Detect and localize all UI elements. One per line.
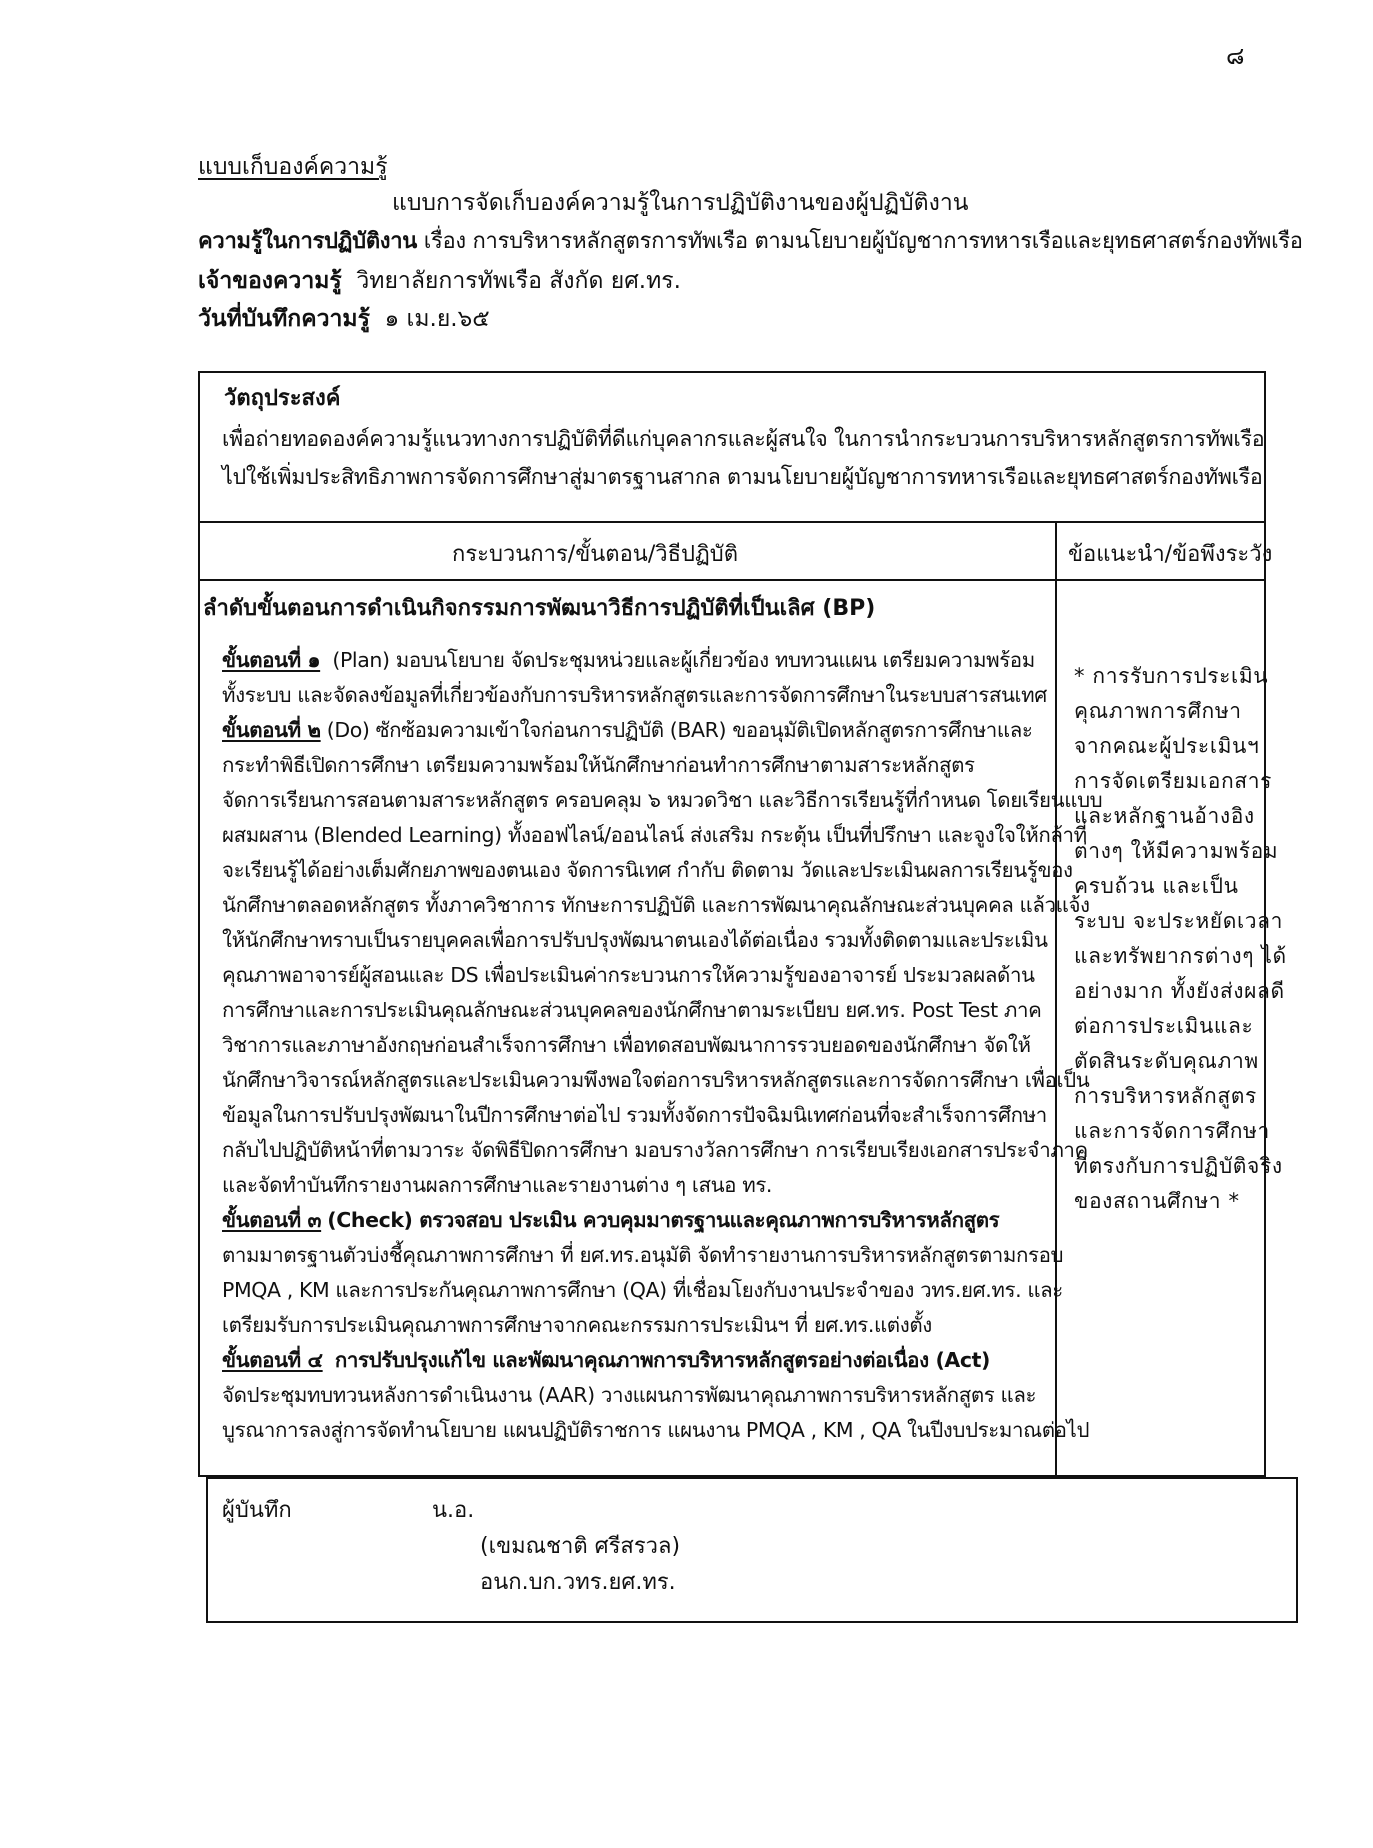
- step-3-label: ขั้นตอนที่ ๓: [222, 1208, 322, 1232]
- advice-line: ที่ตรงกับการปฏิบัติจริง: [1074, 1154, 1283, 1178]
- advice-line: ต่างๆ ให้มีความพร้อม: [1074, 839, 1279, 863]
- step-2-line: ผสมผสาน (Blended Learning) ทั้งออฟไลน์/ออนไลน์ ส่งเสริม กระตุ้น เป็นที่ปรึกษา และจูงใจให้กล้าที่: [222, 823, 1087, 847]
- page-number: ๘: [1226, 42, 1245, 70]
- step-2-head: (Do) ซักซ้อมความเข้าใจก่อนการปฏิบัติ (BAR) ขออนุมัติเปิดหลักสูตรการศึกษาและ: [326, 718, 1033, 742]
- knowledge-owner-line: [198, 264, 681, 298]
- column-header-process: กระบวนการ/ขั้นตอน/วิธีปฏิบัติ: [452, 542, 739, 567]
- objective-line: ไปใช้เพิ่มประสิทธิภาพการจัดการศึกษาสู่มาตรฐานสากล ตามนโยบายผู้บัญชาการทหารเรือและยุทธศาสตร์กองทัพเรือ: [222, 465, 1263, 490]
- step-2-line: วิชาการและภาษาอังกฤษก่อนสำเร็จการศึกษา เพื่อทดสอบพัฒนาการรวบยอดของนักศึกษา จัดให้: [222, 1033, 1031, 1057]
- step-2-line: กระทำพิธีเปิดการศึกษา เตรียมความพร้อมให้นักศึกษาก่อนทำการศึกษาตามสาระหลักสูตร: [222, 753, 975, 777]
- advice-line: * การรับการประเมิน: [1074, 664, 1269, 688]
- step-3-line: PMQA , KM และการประกันคุณภาพการศึกษา (QA) ที่เชื่อมโยงกับงานประจำของ วทร.ยศ.ทร. และ: [222, 1278, 1063, 1302]
- topic-label: ความรู้ในการปฏิบัติงาน: [198, 229, 418, 254]
- objective-title: วัตถุประสงค์: [224, 386, 341, 411]
- step-4-line: จัดประชุมทบทวนหลังการดำเนินงาน (AAR) วางแผนการพัฒนาคุณภาพการบริหารหลักสูตร และ: [222, 1383, 1037, 1407]
- step-4-line: บูรณาการลงสู่การจัดทำนโยบาย แผนปฏิบัติราชการ แผนงาน PMQA , KM , QA ในปีงบประมาณต่อไป: [222, 1418, 1090, 1442]
- header-divider: [198, 579, 1266, 581]
- advice-line: อย่างมาก ทั้งยังส่งผลดี: [1074, 979, 1285, 1003]
- advice-line: ระบบ จะประหยัดเวลา: [1074, 909, 1283, 933]
- advice-line: ตัดสินระดับคุณภาพ: [1074, 1049, 1259, 1073]
- knowledge-topic-line: [198, 225, 1303, 259]
- step-2-line: กลับไปปฏิบัติหน้าที่ตามวาระ จัดพิธีปิดการศึกษา มอบรางวัลการศึกษา การเรียบเรียงเอกสารประจำภาค: [222, 1138, 1088, 1162]
- advice-line: ของสถานศึกษา *: [1074, 1189, 1240, 1213]
- step-4-label: ขั้นตอนที่ ๔: [222, 1348, 323, 1372]
- step-2-line: การศึกษาและการประเมินคุณลักษณะส่วนบุคคลของนักศึกษาตามระเบียบ ยศ.ทร. Post Test ภาค: [222, 998, 1042, 1022]
- recorder-position: อนก.บก.วทร.ยศ.ทร.: [480, 1570, 676, 1595]
- date-label: วันที่บันทึกความรู้: [198, 306, 370, 332]
- recorder-label: ผู้บันทึก: [222, 1498, 292, 1523]
- step-2-label: ขั้นตอนที่ ๒: [222, 718, 321, 742]
- step-4-head: การปรับปรุงแก้ไข และพัฒนาคุณภาพการบริหารหลักสูตรอย่างต่อเนื่อง (Act): [334, 1348, 990, 1372]
- column-divider: [1055, 521, 1057, 1477]
- step-1-line: ทั้งระบบ และจัดลงข้อมูลที่เกี่ยวข้องกับการบริหารหลักสูตรและการจัดการศึกษาในระบบสารสนเทศ: [222, 683, 1047, 707]
- date-value: ๑ เม.ย.๖๕: [384, 306, 490, 332]
- step-3-line: ตามมาตรฐานตัวบ่งชี้คุณภาพการศึกษา ที่ ยศ.ทร.อนุมัติ จัดทำรายงานการบริหารหลักสูตรตามกรอบ: [222, 1243, 1064, 1267]
- record-date-line: [198, 302, 490, 336]
- step-3-heading: [222, 1205, 999, 1235]
- topic-value: เรื่อง การบริหารหลักสูตรการทัพเรือ ตามนโยบายผู้บัญชาการทหารเรือและยุทธศาสตร์กองทัพเรือ: [423, 229, 1303, 254]
- step-2-line: และจัดทำบันทึกรายงานผลการศึกษาและรายงานต่าง ๆ เสนอ ทร.: [222, 1173, 773, 1197]
- advice-line: และหลักฐานอ้างอิง: [1074, 804, 1255, 828]
- step-1-heading: [222, 645, 1035, 675]
- step-2-line: ข้อมูลในการปรับปรุงพัฒนาในปีการศึกษาต่อไป รวมทั้งจัดการปัจฉิมนิเทศก่อนที่จะสำเร็จการศึกษา: [222, 1103, 1047, 1127]
- step-2-heading: [222, 715, 1033, 745]
- advice-line: คุณภาพการศึกษา: [1074, 699, 1242, 723]
- recorder-rank: น.อ.: [432, 1498, 475, 1523]
- document-type-heading: แบบเก็บองค์ความรู้: [198, 154, 388, 180]
- step-2-line: ให้นักศึกษาทราบเป็นรายบุคคลเพื่อการปรับปรุงพัฒนาตนเองได้ต่อเนื่อง รวมทั้งติดตามและประเมิน: [222, 928, 1048, 952]
- step-4-heading: [222, 1345, 990, 1375]
- step-2-line: คุณภาพอาจารย์ผู้สอนและ DS เพื่อประเมินค่ากระบวนการให้ความรู้ของอาจารย์ ประมวลผลด้าน: [222, 963, 1035, 987]
- step-1-label: ขั้นตอนที่ ๑: [222, 648, 321, 672]
- recorder-name: (เขมณชาติ ศรีสรวล): [480, 1534, 681, 1559]
- step-1-head: (Plan) มอบนโยบาย จัดประชุมหน่วยและผู้เกี่ยวข้อง ทบทวนแผน เตรียมความพร้อม: [332, 648, 1035, 672]
- step-2-line: นักศึกษาตลอดหลักสูตร ทั้งภาควิชาการ ทักษะการปฏิบัติ และการพัฒนาคุณลักษณะส่วนบุคคล แล้วแจ้ง: [222, 893, 1090, 917]
- step-3-line: เตรียมรับการประเมินคุณภาพการศึกษาจากคณะกรรมการประเมินฯ ที่ ยศ.ทร.แต่งตั้ง: [222, 1313, 932, 1337]
- form-title: แบบการจัดเก็บองค์ความรู้ในการปฏิบัติงานของผู้ปฏิบัติงาน: [392, 190, 969, 216]
- advice-line: การบริหารหลักสูตร: [1074, 1084, 1257, 1108]
- advice-line: การจัดเตรียมเอกสาร: [1074, 769, 1272, 793]
- advice-line: ครบถ้วน และเป็น: [1074, 874, 1239, 898]
- section-title: ลำดับขั้นตอนการดำเนินกิจกรรมการพัฒนาวิธีการปฏิบัติที่เป็นเลิศ (BP): [203, 596, 876, 621]
- advice-line: ต่อการประเมินและ: [1074, 1014, 1254, 1038]
- owner-value: วิทยาลัยการทัพเรือ สังกัด ยศ.ทร.: [356, 268, 681, 294]
- step-2-line: จะเรียนรู้ได้อย่างเต็มศักยภาพของตนเอง จัดการนิเทศ กำกับ ติดตาม วัดและประเมินผลการเรียนรู้ของ: [222, 858, 1073, 882]
- advice-line: จากคณะผู้ประเมินฯ: [1074, 734, 1260, 758]
- recorder-box: [206, 1477, 1298, 1623]
- advice-line: และทรัพยากรต่างๆ ได้: [1074, 944, 1287, 968]
- step-2-line: นักศึกษาวิจารณ์หลักสูตรและประเมินความพึงพอใจต่อการบริหารหลักสูตรและการจัดการศึกษา เพื่อเป็น: [222, 1068, 1090, 1092]
- owner-label: เจ้าของความรู้: [198, 268, 342, 294]
- advice-line: และการจัดการศึกษา: [1074, 1119, 1270, 1143]
- step-2-line: จัดการเรียนการสอนตามสาระหลักสูตร ครอบคลุม ๖ หมวดวิชา และวิธีการเรียนรู้ที่กำหนด โดยเรียนแบบ: [222, 788, 1103, 812]
- objective-line: เพื่อถ่ายทอดองค์ความรู้แนวทางการปฏิบัติที่ดีแก่บุคลากรและผู้สนใจ ในการนำกระบวนการบริหารหลักสูตรการทัพเรือ: [222, 427, 1265, 452]
- column-header-advice: ข้อแนะนำ/ข้อพึงระวัง: [1068, 542, 1273, 567]
- step-3-head: (Check) ตรวจสอบ ประเมิน ควบคุมมาตรฐานและคุณภาพการบริหารหลักสูตร: [327, 1208, 1000, 1232]
